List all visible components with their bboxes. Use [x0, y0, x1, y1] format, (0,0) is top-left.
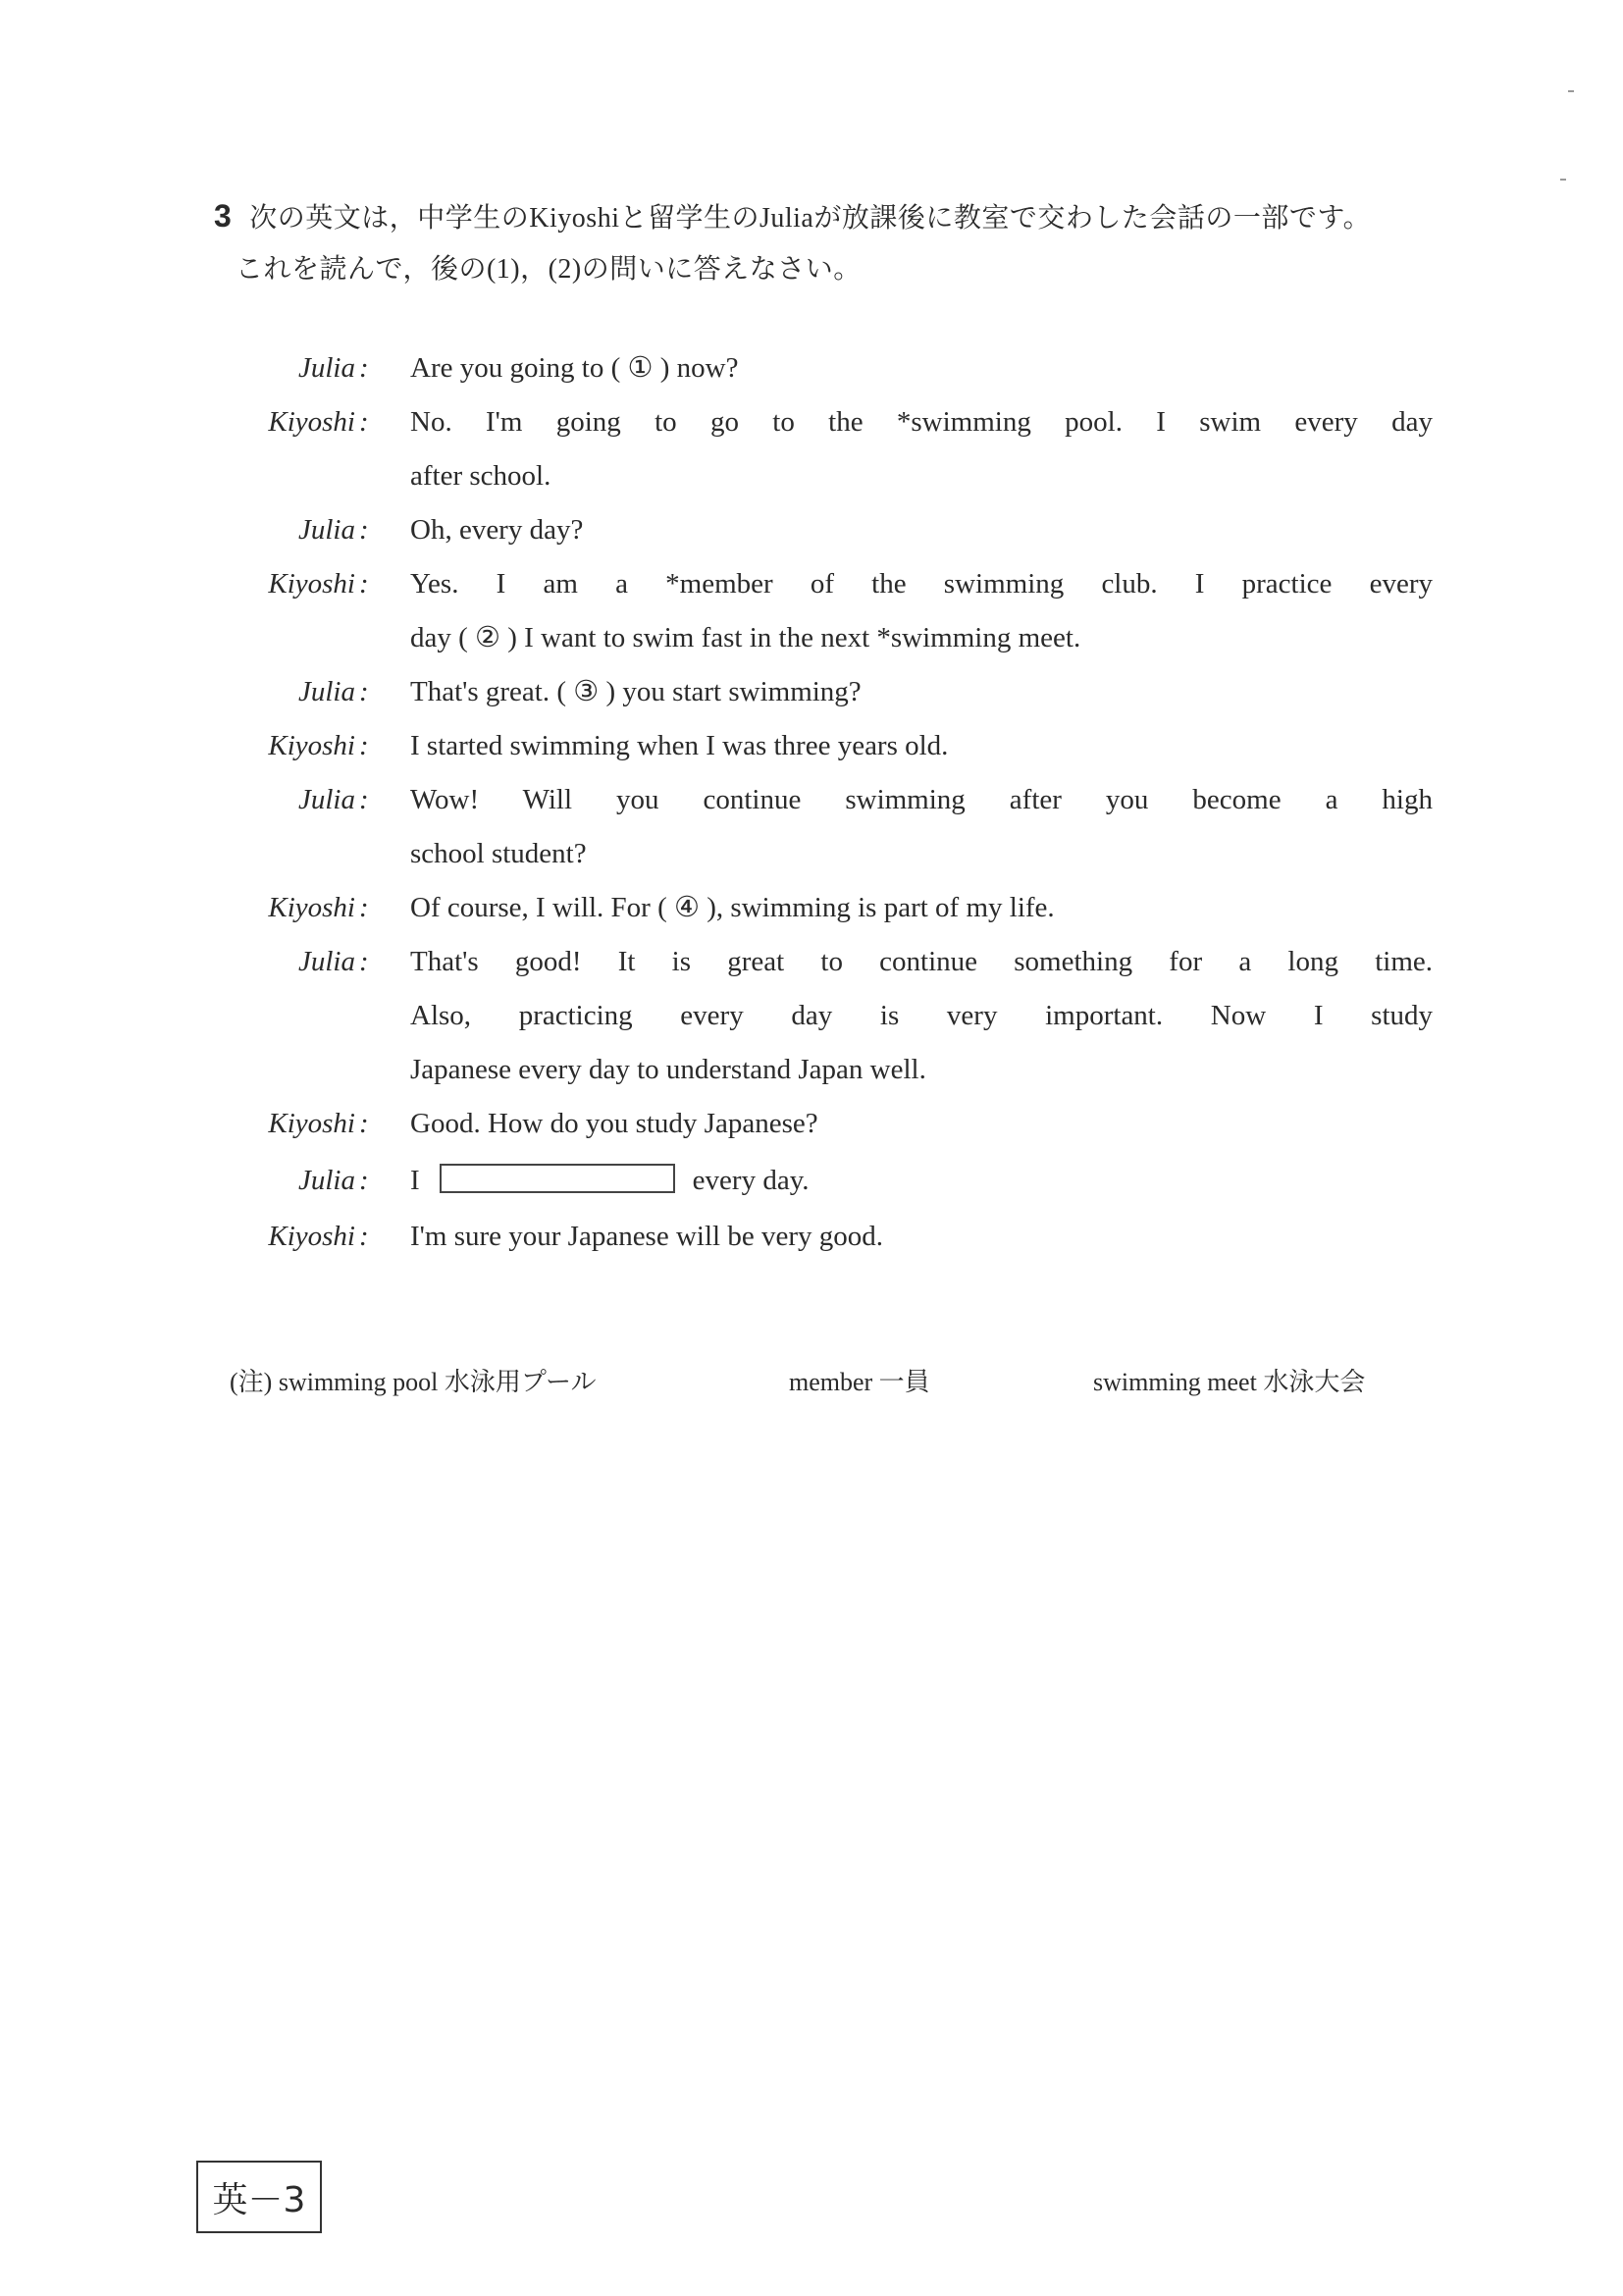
speaker-colon: : [359, 514, 369, 546]
utterance [410, 503, 1433, 557]
utterance [410, 1210, 1433, 1264]
utterance-line: Japanese every day to understand Japan well. [410, 1054, 926, 1085]
speaker-name: Julia [298, 784, 355, 815]
dialogue-turn [216, 395, 1433, 503]
speaker-name: Kiyoshi [268, 730, 355, 761]
dialogue-turn [216, 1097, 1433, 1151]
instruction-text-1: 次の英文は，中学生のKiyoshiと留学生のJuliaが放課後に教室で交わした会話の一部です。 [249, 203, 1372, 234]
speaker-colon: : [359, 1221, 369, 1252]
speaker-colon: : [359, 406, 369, 438]
notes-prefix: (注) [230, 1368, 273, 1396]
note-item: swimming meet 水泳大会 [1093, 1368, 1366, 1396]
utterance-text: I [410, 1165, 420, 1196]
speaker-colon: : [359, 946, 369, 977]
utterance-line: school student? [410, 838, 587, 869]
note-text: swimming pool 水泳用プール [278, 1368, 597, 1396]
question-instruction-line2: これを読んで，後の(1)，(2)の問いに答えなさい。 [236, 254, 862, 285]
dialogue-turn [216, 773, 1433, 881]
dialogue-turn [216, 665, 1433, 719]
dialogue-turn [216, 719, 1433, 773]
utterance-line: I'm sure your Japanese will be very good. [410, 1221, 883, 1252]
utterance-text: every day. [692, 1165, 810, 1196]
dialogue-turn [216, 1210, 1433, 1264]
utterance-line: No. I'm going to go to the *swimming pool. I swim every day [410, 406, 1433, 438]
dialogue [216, 341, 1433, 1264]
scan-mark [1560, 179, 1566, 181]
dialogue-turn [216, 1151, 1433, 1210]
speaker-name: Kiyoshi [268, 568, 355, 600]
utterance [410, 773, 1433, 881]
utterance-line: Are you going to ( ① ) now? [410, 352, 739, 384]
note-item: member 一員 [789, 1368, 930, 1396]
utterance [410, 557, 1433, 665]
speaker-colon: : [359, 892, 369, 923]
utterance-line: Yes. I am a *member of the swimming club. I practice every [410, 568, 1433, 600]
speaker-colon: : [359, 676, 369, 707]
utterance-line: That's good! It is great to continue something for a long time. [410, 946, 1433, 977]
page-label: 英－3 [196, 2161, 322, 2233]
speaker-colon: : [359, 1165, 369, 1196]
speaker-name: Julia [298, 946, 355, 977]
speaker-name: Kiyoshi [268, 892, 355, 923]
utterance-line: Also, practicing every day is very important. Now I study [410, 1000, 1433, 1031]
speaker-colon: : [359, 1108, 369, 1139]
utterance-line: Wow! Will you continue swimming after you become a high [410, 784, 1433, 815]
utterance-line: after school. [410, 460, 551, 492]
utterance [410, 719, 1433, 773]
dialogue-turn [216, 503, 1433, 557]
speaker-colon: : [359, 730, 369, 761]
dialogue-turn [216, 881, 1433, 935]
utterance [410, 1097, 1433, 1151]
utterance [410, 665, 1433, 719]
dialogue-turn [216, 557, 1433, 665]
utterance-line: day ( ② ) I want to swim fast in the next *swimming meet. [410, 622, 1081, 653]
utterance [410, 1151, 1433, 1210]
dialogue-turn [216, 341, 1433, 395]
speaker-name: Kiyoshi [268, 1221, 355, 1252]
vocabulary-notes [230, 1362, 1427, 1398]
question-number: 3 [214, 198, 233, 234]
utterance [410, 935, 1433, 1097]
question-instruction-line1 [214, 190, 1371, 244]
question-header [214, 190, 1371, 295]
answer-blank-box [440, 1164, 675, 1193]
dialogue-turn [216, 935, 1433, 1097]
utterance [410, 881, 1433, 935]
speaker-colon: : [359, 352, 369, 384]
utterance-line: Oh, every day? [410, 514, 584, 546]
speaker-name: Julia [298, 514, 355, 546]
speaker-name: Kiyoshi [268, 1108, 355, 1139]
speaker-name: Kiyoshi [268, 406, 355, 438]
note-item [230, 1362, 789, 1398]
utterance [410, 341, 1433, 395]
speaker-colon: : [359, 784, 369, 815]
speaker-name: Julia [298, 676, 355, 707]
utterance [410, 395, 1433, 503]
utterance-line: I started swimming when I was three years old. [410, 730, 949, 761]
utterance-line: That's great. ( ③ ) you start swimming? [410, 676, 862, 707]
utterance-line: Of course, I will. For ( ④ ), swimming is part of my life. [410, 892, 1055, 923]
speaker-name: Julia [298, 352, 355, 384]
speaker-colon: : [359, 568, 369, 600]
speaker-name: Julia [298, 1165, 355, 1196]
utterance-line: Good. How do you study Japanese? [410, 1108, 818, 1139]
scan-mark [1568, 90, 1574, 92]
